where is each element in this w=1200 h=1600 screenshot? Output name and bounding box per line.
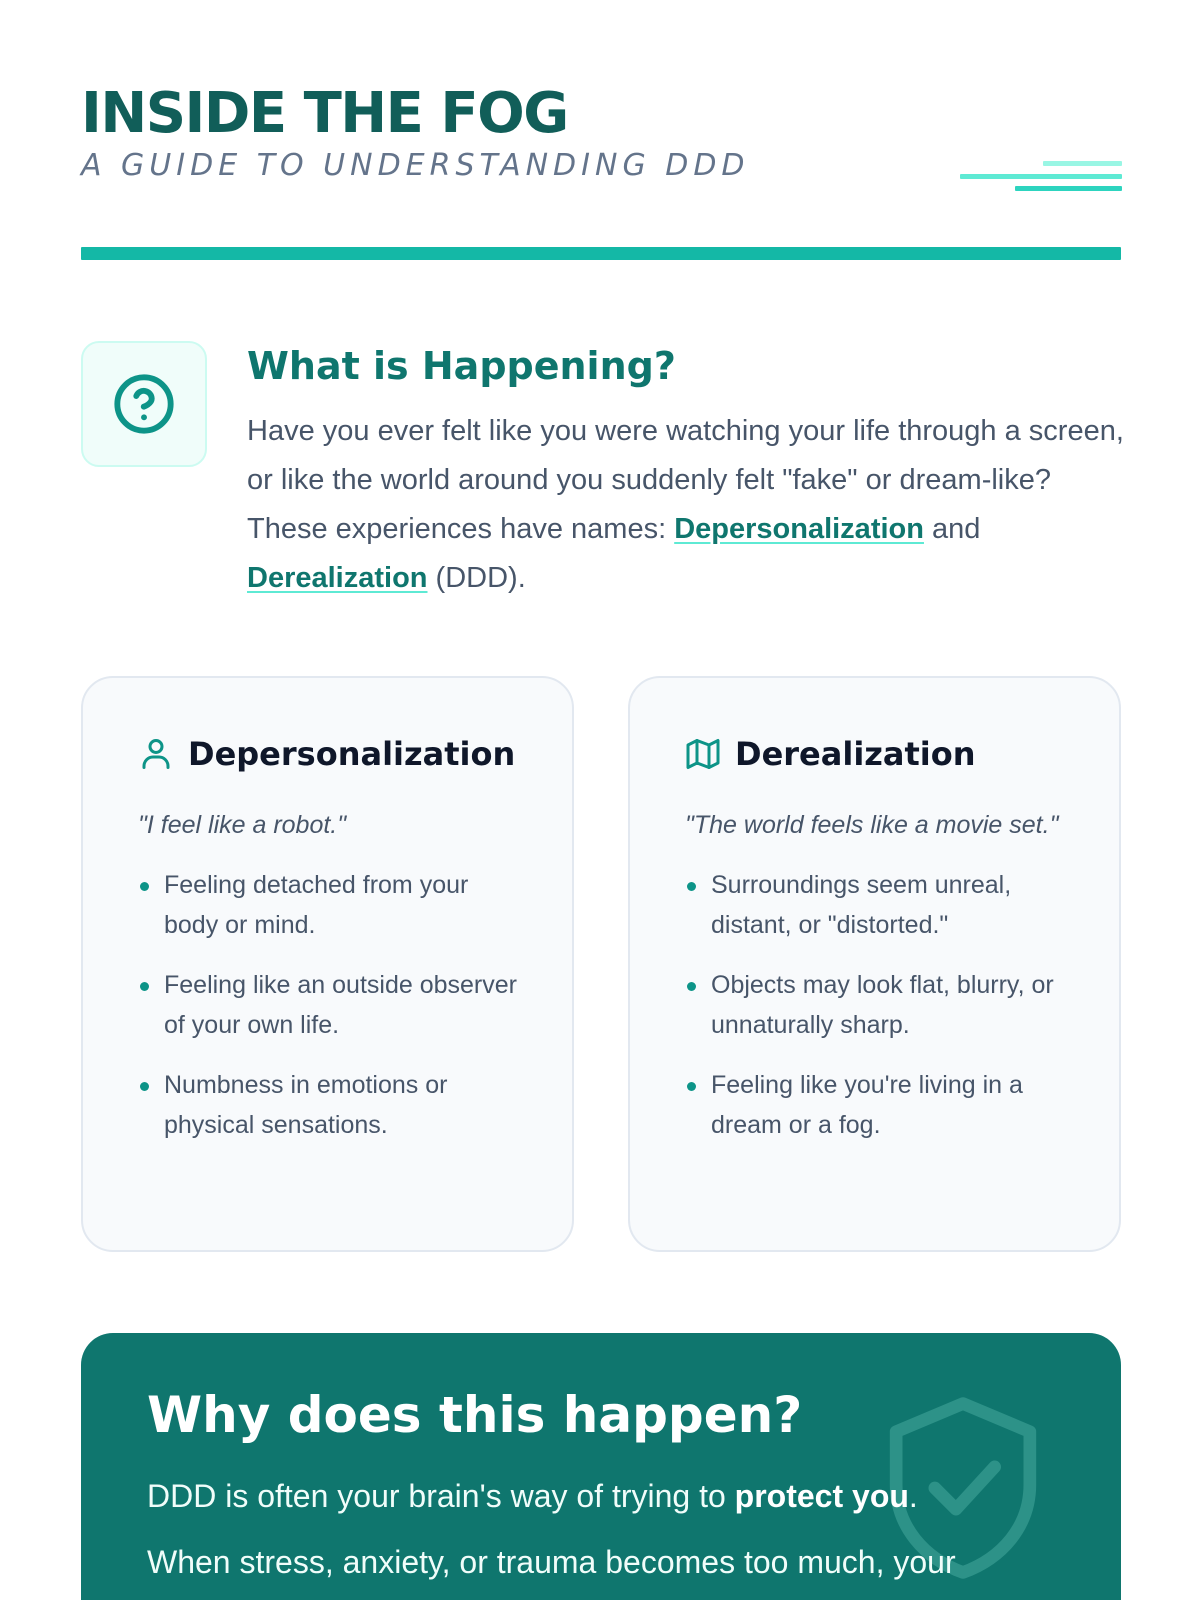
question-circle-icon bbox=[112, 372, 176, 436]
why-paragraph: DDD is often your brain's way of trying to protect you. When stress, anxiety, or trauma becomes too much, your bbox=[147, 1478, 956, 1580]
intro-heading: What is Happening? bbox=[247, 344, 676, 388]
decorative-lines bbox=[960, 158, 1122, 194]
depersonalization-link[interactable]: Depersonalization bbox=[674, 513, 924, 545]
bullet-dot bbox=[687, 882, 696, 891]
list-item: Feeling like an outside observer of your own life. bbox=[138, 965, 518, 1045]
map-icon bbox=[685, 736, 721, 772]
card-quote: "I feel like a robot." bbox=[138, 811, 347, 839]
bullet-dot bbox=[140, 982, 149, 991]
list-item: Feeling like you're living in a dream or a fog. bbox=[685, 1065, 1065, 1145]
derealization-link[interactable]: Derealization bbox=[247, 562, 428, 594]
list-item: Feeling detached from your body or mind. bbox=[138, 865, 518, 945]
bullet-dot bbox=[140, 1082, 149, 1091]
why-section bbox=[81, 1333, 1121, 1600]
bullet-dot bbox=[140, 882, 149, 891]
list-item: Surroundings seem unreal, distant, or "distorted." bbox=[685, 865, 1065, 945]
page-title: INSIDE THE FOG bbox=[81, 81, 568, 146]
intro-section bbox=[247, 341, 1127, 603]
intro-paragraph: Have you ever felt like you were watching your life through a screen, or like the world around you suddenly felt "fake" or dream-like? These experiences have names: Depersonalization and Derealization (DDD). bbox=[247, 415, 1124, 594]
card-title: Derealization bbox=[735, 735, 976, 773]
symptom-list bbox=[685, 865, 1065, 1145]
card-title: Depersonalization bbox=[188, 735, 516, 773]
bullet-dot bbox=[687, 982, 696, 991]
card-header bbox=[138, 734, 518, 774]
depersonalization-card bbox=[81, 676, 574, 1252]
page-subtitle: A GUIDE TO UNDERSTANDING DDD bbox=[81, 148, 750, 183]
derealization-card bbox=[628, 676, 1121, 1252]
question-icon-box bbox=[81, 341, 207, 467]
card-quote: "The world feels like a movie set." bbox=[685, 811, 1059, 839]
symptom-list bbox=[138, 865, 518, 1145]
user-icon bbox=[138, 736, 174, 772]
list-item: Numbness in emotions or physical sensations. bbox=[138, 1065, 518, 1145]
header-divider bbox=[81, 247, 1121, 260]
why-heading: Why does this happen? bbox=[147, 1386, 803, 1444]
card-header bbox=[685, 734, 1065, 774]
bullet-dot bbox=[687, 1082, 696, 1091]
list-item: Objects may look flat, blurry, or unnaturally sharp. bbox=[685, 965, 1065, 1045]
